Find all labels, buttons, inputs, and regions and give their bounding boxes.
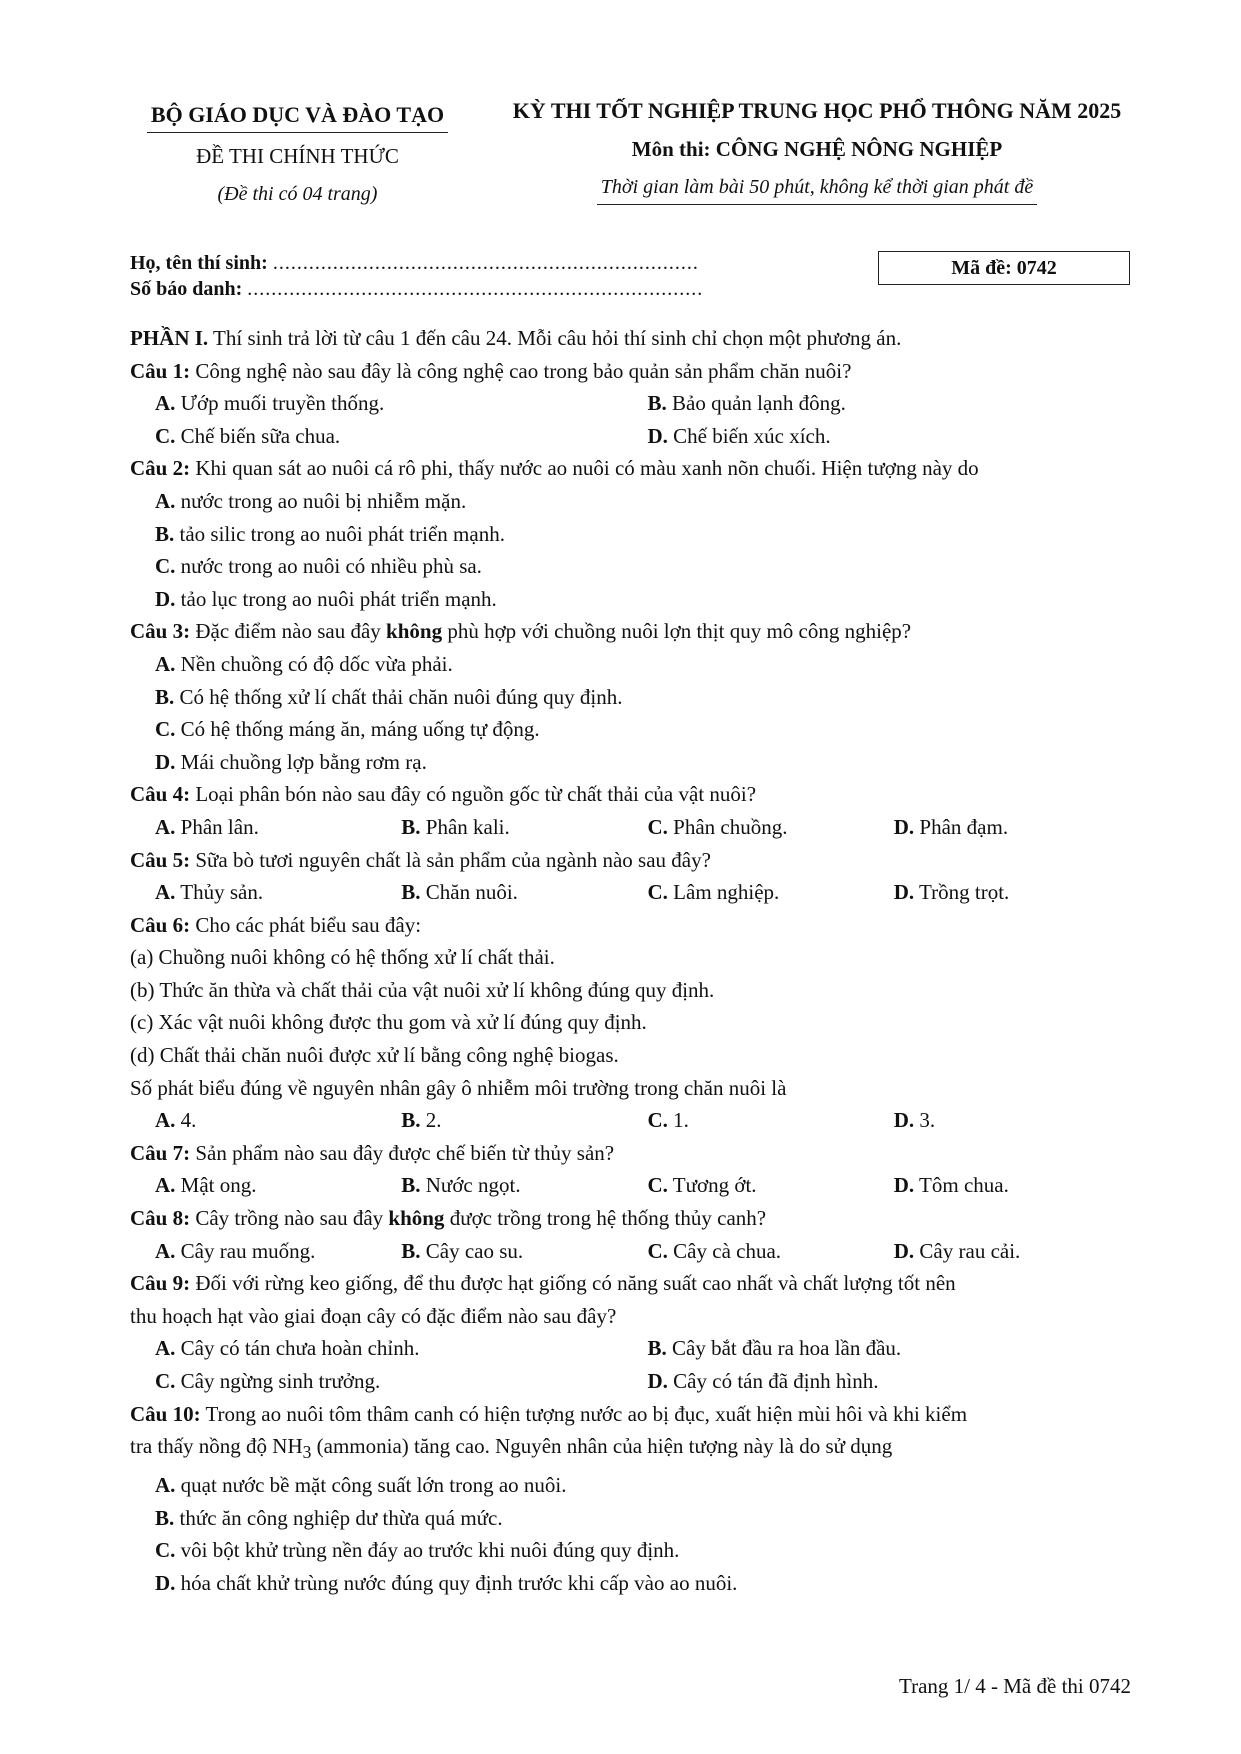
part1-instructions [130,322,1140,355]
question-label: Câu 1: [130,358,191,383]
exam-code-box [878,251,1130,285]
option-a: A. nước trong ao nuôi bị nhiễm mặn. [155,488,467,513]
questions [130,322,1140,1599]
option-b: B. Chăn nuôi. [401,880,518,905]
page-footer: Trang 1/ 4 - Mã đề thi 0742 [899,1674,1131,1698]
option-a: A. Phân lân. [155,814,259,839]
option-b: B. Nước ngọt. [401,1173,521,1198]
question-9: Câu 9: Đối với rừng keo giống, để thu được hạt giống có năng suất cao nhất và chất lượng tốt nên [130,1271,956,1296]
pages-note: (Đề thi có 04 trang) [217,183,378,205]
header-right [492,96,1142,205]
option-c: C. 1. [647,1108,689,1133]
subject-name: CÔNG NGHỆ NÔNG NGHIỆP [715,137,1003,161]
option-d: D. hóa chất khử trùng nước đúng quy định trước khi cấp vào ao nuôi. [155,1570,738,1595]
option-c: C. nước trong ao nuôi có nhiều phù sa. [155,554,482,579]
option-d: D. Chế biến xúc xích. [647,423,831,448]
option-d: D. Cây rau cải. [893,1238,1021,1263]
option-a: A. Cây rau muống. [155,1238,316,1263]
question-2: Câu 2: Khi quan sát ao nuôi cá rô phi, thấy nước ao nuôi có màu xanh nõn chuối. Hiện tượng này do [130,456,979,481]
option-d: D. Tôm chua. [893,1173,1009,1198]
option-c: C. Phân chuồng. [647,814,788,839]
option-d: D. 3. [893,1108,936,1133]
question-10: Câu 10: Trong ao nuôi tôm thâm canh có hiện tượng nước ao bị đục, xuất hiện mùi hôi và khi kiểm [130,1401,968,1426]
option-b: B. tảo silic trong ao nuôi phát triển mạnh. [155,521,505,546]
question-4: Câu 4: Loại phân bón nào sau đây có nguồn gốc từ chất thải của vật nuôi? [130,782,757,807]
option-a: A. Nền chuồng có độ dốc vừa phải. [155,651,453,676]
question-8: Câu 8: Cây trồng nào sau đây không được trồng trong hệ thống thủy canh? [130,1206,767,1231]
question-7: Câu 7: Sản phẩm nào sau đây được chế biến từ thủy sản? [130,1140,615,1165]
question-1 [130,355,1140,388]
option-d: D. Mái chuồng lợp bằng rơm rạ. [155,749,427,774]
statement-a: (a) Chuồng nuôi không có hệ thống xử lí chất thải. [130,945,555,970]
candidate-info [130,250,703,302]
option-a: A. 4. [155,1108,197,1133]
ministry-name: BỘ GIÁO DỤC VÀ ĐÀO TẠO [147,100,448,133]
question-text: Công nghệ nào sau đây là công nghệ cao trong bảo quản sản phẩm chăn nuôi? [195,358,852,383]
option-a: A. Ướp muối truyền thống. [155,391,385,416]
option-c: C. Cây ngừng sinh trưởng. [155,1369,381,1393]
question-5: Câu 5: Sữa bò tươi nguyên chất là sản phẩm của ngành nào sau đây? [130,847,711,872]
exam-code: 0742 [1016,257,1057,279]
option-d: D. Phân đạm. [893,814,1009,839]
part-label: PHẦN I. [130,326,209,350]
option-c: C. Chế biến sữa chua. [155,423,341,448]
option-c: C. Cây cà chua. [647,1238,782,1263]
question-10-cont: tra thấy nồng độ $NH_3$ (ammonia) tăng cao. Nguyên nhân của hiện tượng này là do sử dụng [130,1434,893,1463]
exam-title: KỲ THI TỐT NGHIỆP TRUNG HỌC PHỔ THÔNG NĂM 2025 [512,98,1122,123]
question-stem: Số phát biểu đúng về nguyên nhân gây ô nhiễm môi trường trong chăn nuôi là [130,1075,787,1100]
option-b: B. Cây bắt đầu ra hoa lần đầu. [647,1336,902,1361]
option-a: A. quạt nước bề mặt công suất lớn trong ao nuôi. [155,1472,567,1497]
id-label: Số báo danh: [130,278,243,300]
statement-c: (c) Xác vật nuôi không được thu gom và xử lí đúng quy định. [130,1010,647,1035]
subject-label: Môn thi: [631,137,711,161]
statement-b: (b) Thức ăn thừa và chất thải của vật nuôi xử lí không đúng quy định. [130,977,715,1002]
option-a: A. Thủy sản. [155,880,264,905]
question-9-cont: thu hoạch hạt vào giai đoạn cây có đặc điểm nào sau đây? [130,1303,617,1328]
time-note: Thời gian làm bài 50 phút, không kể thời gian phát đề [597,172,1037,205]
option-b: B. thức ăn công nghiệp dư thừa quá mức. [155,1505,503,1530]
option-c: C. Tương ớt. [647,1173,757,1198]
question-6: Câu 6: Cho các phát biểu sau đây: [130,912,422,937]
option-c: C. Lâm nghiệp. [647,880,780,905]
option-c: C. vôi bột khử trùng nền đáy ao trước khi nuôi đúng quy định. [155,1538,680,1563]
option-c: C. Có hệ thống máng ăn, máng uống tự động. [155,717,540,742]
part-text: Thí sinh trả lời từ câu 1 đến câu 24. Mỗi câu hỏi thí sinh chỉ chọn một phương án. [213,326,902,350]
option-d: D. tảo lục trong ao nuôi phát triển mạnh. [155,586,497,611]
question-3: Câu 3: Đặc điểm nào sau đây không phù hợp với chuồng nuôi lợn thịt quy mô công nghiệp? [130,619,912,644]
statement-d: (d) Chất thải chăn nuôi được xử lí bằng công nghệ biogas. [130,1043,619,1068]
option-a: A. Cây có tán chưa hoàn chỉnh. [155,1336,420,1361]
name-dots: ....................................................................... [272,252,699,274]
header-left [125,100,470,209]
option-b: B. Bảo quản lạnh đông. [647,391,846,416]
option-d: D. Cây có tán đã định hình. [647,1369,879,1393]
id-dots: ............................................................................ [247,278,704,300]
option-b: B. 2. [401,1108,442,1133]
option-b: B. Phân kali. [401,814,510,839]
name-label: Họ, tên thí sinh: [130,252,268,274]
option-b: B. Cây cao su. [401,1238,524,1263]
option-b: B. Có hệ thống xử lí chất thải chăn nuôi đúng quy định. [155,684,623,709]
official-label: ĐỀ THI CHÍNH THỨC [196,144,399,168]
subject-line [492,134,1142,164]
option-a: A. Mật ong. [155,1173,257,1198]
exam-code-label: Mã đề: [951,257,1012,279]
option-d: D. Trồng trọt. [893,880,1010,905]
